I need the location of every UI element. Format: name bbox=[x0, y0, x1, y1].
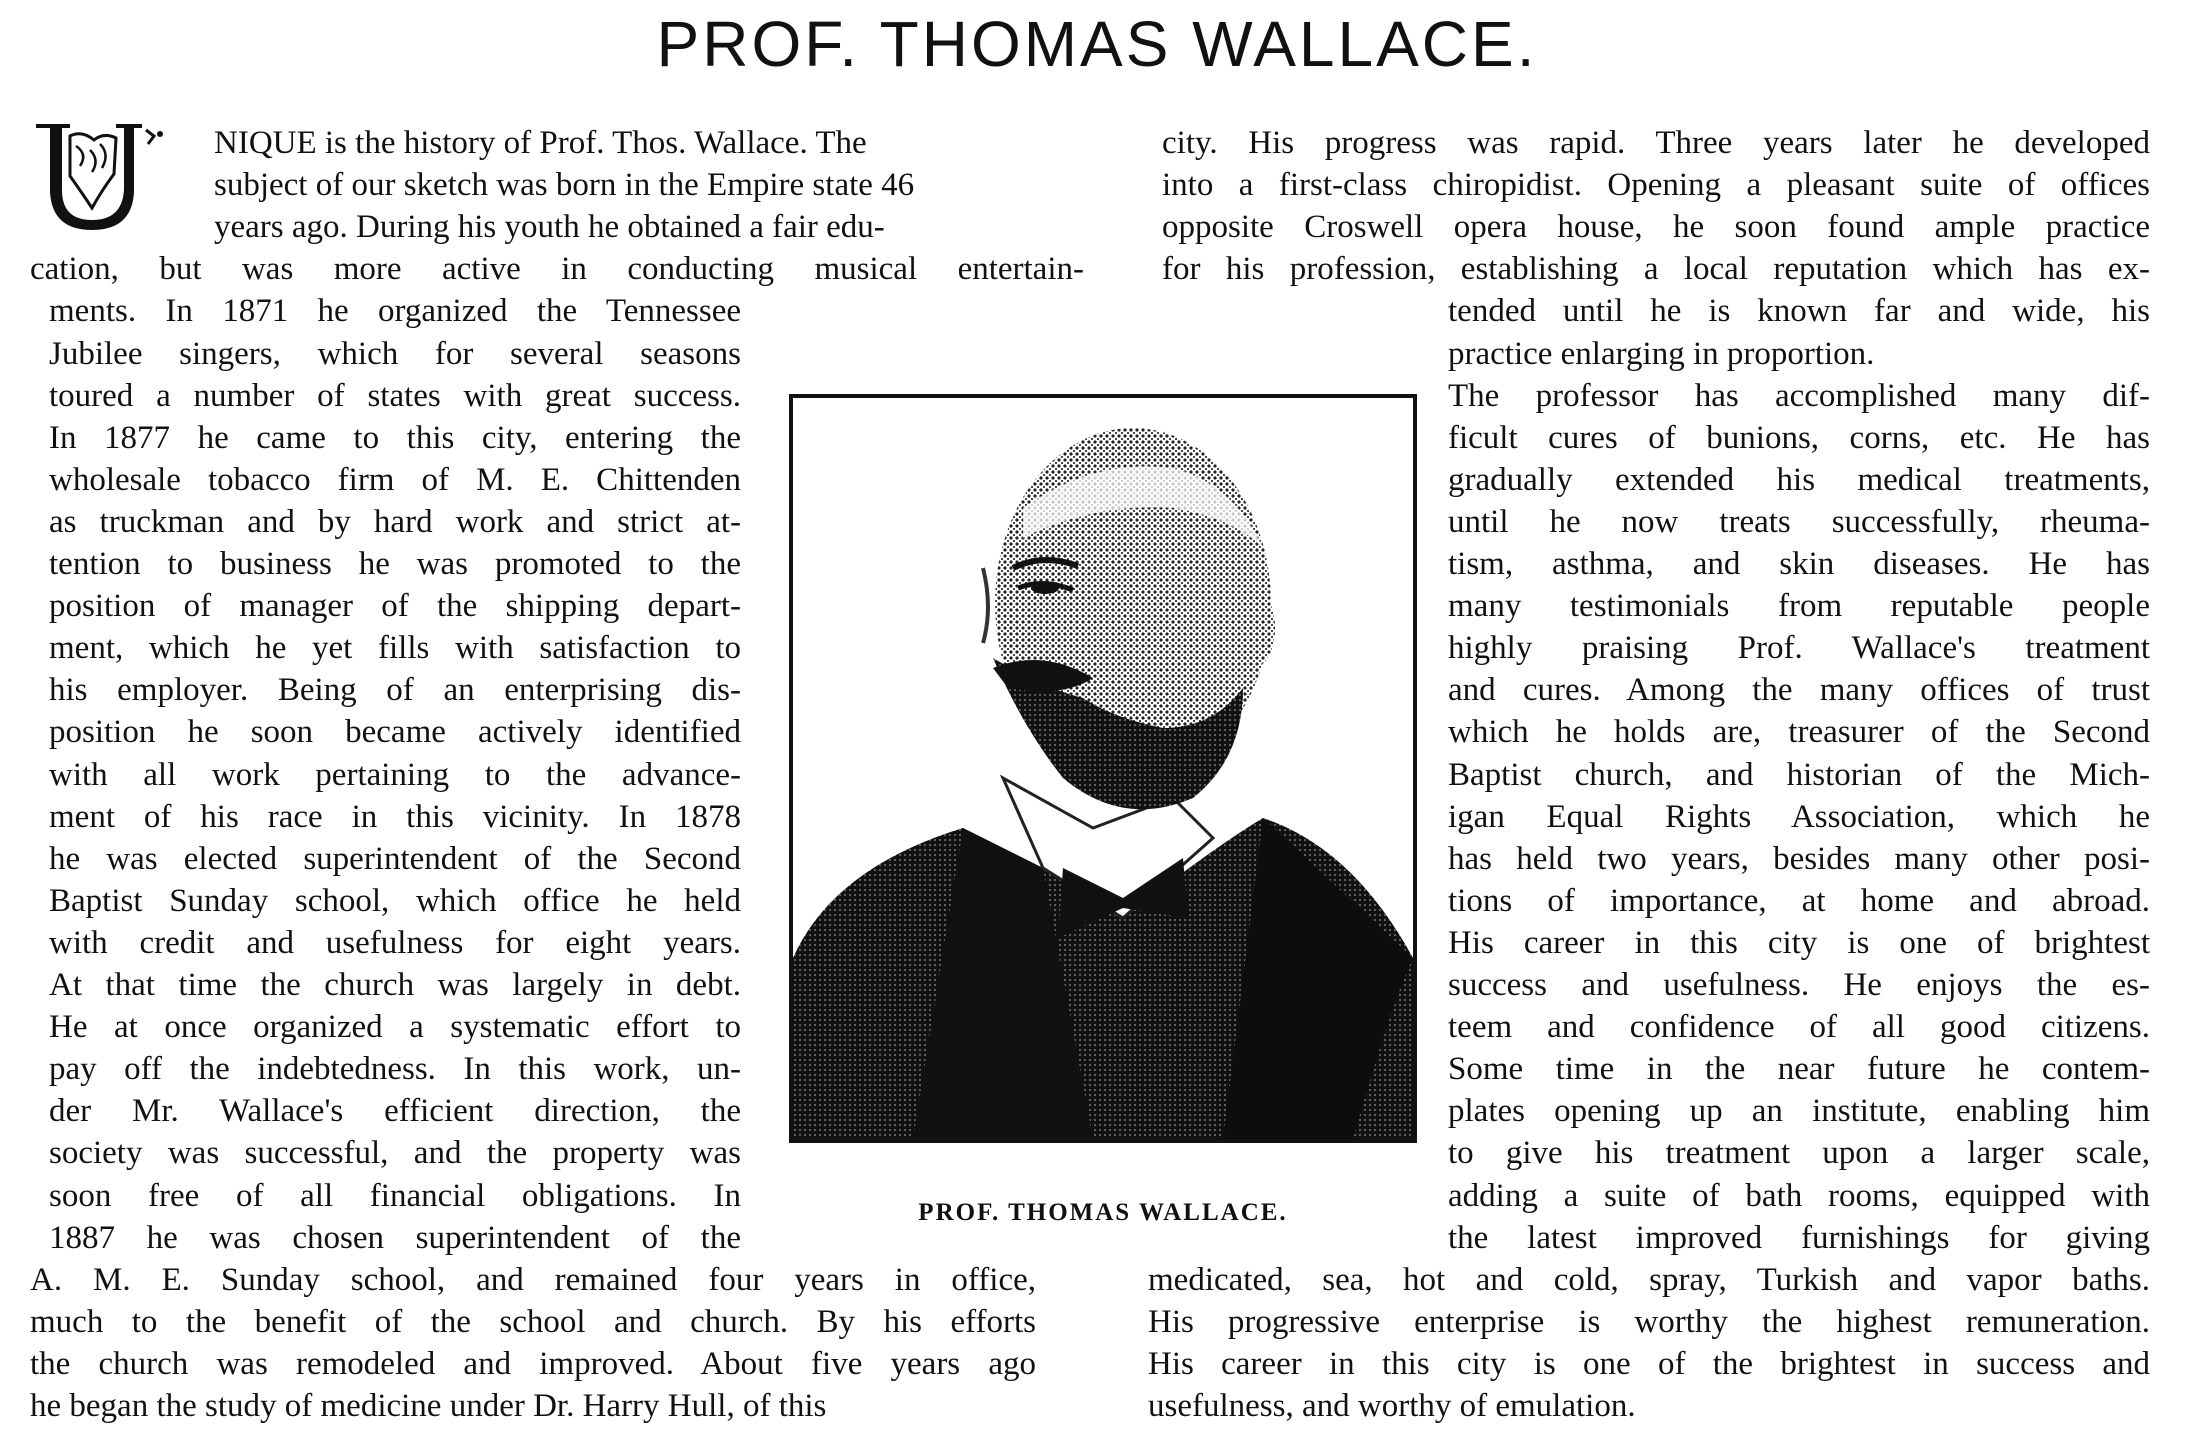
right-text-line: highly praising Prof. Wallace's treatment bbox=[1448, 630, 2150, 667]
right-text-line: teem and confidence of all good citizens. bbox=[1448, 1009, 2150, 1046]
right-text-line: and cures. Among the many offices of trust bbox=[1448, 672, 2150, 709]
left-text-line: with credit and usefulness for eight years. bbox=[49, 924, 741, 961]
right-text-line: tended until he is known far and wide, his bbox=[1448, 293, 2150, 330]
left-text-line: society was successful, and the property was bbox=[49, 1135, 741, 1172]
right-text-line: which he holds are, treasurer of the Second bbox=[1448, 714, 2150, 751]
right-text-line: until he now treats successfully, rheuma- bbox=[1448, 503, 2150, 540]
left-text-line: ments. In 1871 he organized the Tennessee bbox=[49, 293, 741, 330]
left-text-line: ment of his race in this vicinity. In 1878 bbox=[49, 798, 741, 835]
right-text-line: Baptist church, and historian of the Mich- bbox=[1448, 756, 2150, 793]
left-text-line: his employer. Being of an enterprising dis- bbox=[49, 672, 741, 709]
right-text-line: Some time in the near future he contem- bbox=[1448, 1051, 2150, 1088]
right-text-line: His progressive enterprise is worthy the highest remuneration. bbox=[1148, 1303, 2150, 1340]
left-text-line: Jubilee singers, which for several seasons bbox=[49, 335, 741, 372]
photo-caption: PROF. THOMAS WALLACE. bbox=[918, 1199, 1288, 1226]
left-text-line: as truckman and by hard work and strict at- bbox=[49, 503, 741, 540]
right-text-line: usefulness, and worthy of emulation. bbox=[1148, 1388, 1636, 1424]
left-text-line: wholesale tobacco firm of M. E. Chittenden bbox=[49, 461, 741, 498]
dropcap-ornament bbox=[30, 120, 170, 232]
left-text-line: cation, but was more active in conducting musical entertain- bbox=[30, 251, 1084, 288]
left-text-line: he began the study of medicine under Dr. Harry Hull, of this bbox=[30, 1388, 827, 1424]
right-text-line: success and usefulness. He enjoys the es- bbox=[1448, 967, 2150, 1003]
left-text-line: with all work pertaining to the advance- bbox=[49, 756, 741, 793]
left-text-line: he was elected superintendent of the Second bbox=[49, 840, 741, 877]
right-text-line: plates opening up an institute, enabling him bbox=[1448, 1093, 2150, 1130]
right-text-line: the latest improved furnishings for giving bbox=[1448, 1219, 2150, 1256]
left-text-line: der Mr. Wallace's efficient direction, the bbox=[49, 1093, 741, 1130]
left-text-line: pay off the indebtedness. In this work, un- bbox=[49, 1051, 741, 1088]
left-text-line: position of manager of the shipping depart- bbox=[49, 588, 741, 625]
left-text-line: 1887 he was chosen superintendent of the bbox=[49, 1219, 741, 1256]
right-text-line: His career in this city is one of brightest bbox=[1448, 924, 2150, 961]
left-text-line: years ago. During his youth he obtained a fair edu- bbox=[214, 209, 885, 246]
right-text-line: into a first-class chiropidist. Opening a pleasant suite of offices bbox=[1162, 167, 2150, 204]
left-text-line: position he soon became actively identified bbox=[49, 714, 741, 751]
right-text-line: for his profession, establishing a local reputation which has ex- bbox=[1162, 251, 2150, 288]
left-text-line: subject of our sketch was born in the Empire state 46 bbox=[214, 167, 915, 204]
right-text-line: medicated, sea, hot and cold, spray, Turkish and vapor baths. bbox=[1148, 1261, 2150, 1298]
left-text-line: Baptist Sunday school, which office he held bbox=[49, 882, 741, 919]
right-text-line: tions of importance, at home and abroad. bbox=[1448, 882, 2150, 919]
right-text-line: tism, asthma, and skin diseases. He has bbox=[1448, 546, 2150, 582]
right-text-line: to give his treatment upon a larger scale, bbox=[1448, 1135, 2150, 1172]
right-text-line: city. His progress was rapid. Three years later he developed bbox=[1162, 125, 2150, 161]
left-text-line: A. M. E. Sunday school, and remained four years in office, bbox=[30, 1261, 1036, 1298]
article-title: PROF. THOMAS WALLACE. bbox=[656, 8, 1538, 80]
left-text-line: much to the benefit of the school and church. By his efforts bbox=[30, 1303, 1036, 1340]
left-text-line: the church was remodeled and improved. About five years ago bbox=[30, 1345, 1036, 1382]
left-text-line: In 1877 he came to this city, entering the bbox=[49, 419, 741, 456]
right-text-line: many testimonials from reputable people bbox=[1448, 588, 2150, 625]
left-text-line: He at once organized a systematic effort to bbox=[49, 1009, 741, 1046]
portrait-photo bbox=[789, 394, 1417, 1143]
left-text-line: soon free of all financial obligations. In bbox=[49, 1177, 741, 1214]
left-text-line: ment, which he yet fills with satisfaction to bbox=[49, 630, 741, 667]
right-text-line: The professor has accomplished many dif- bbox=[1448, 377, 2150, 414]
right-text-line: igan Equal Rights Association, which he bbox=[1448, 798, 2150, 835]
left-text-line: At that time the church was largely in debt. bbox=[49, 967, 741, 1003]
portrait-illustration bbox=[793, 398, 1413, 1139]
right-text-line: opposite Croswell opera house, he soon found ample practice bbox=[1162, 209, 2150, 246]
left-text-line: tention to business he was promoted to the bbox=[49, 546, 741, 582]
left-text-line: toured a number of states with great success. bbox=[49, 377, 741, 414]
right-text-line: gradually extended his medical treatments, bbox=[1448, 461, 2150, 498]
right-text-line: ficult cures of bunions, corns, etc. He has bbox=[1448, 419, 2150, 456]
right-text-line: adding a suite of bath rooms, equipped with bbox=[1448, 1177, 2150, 1214]
right-text-line: practice enlarging in proportion. bbox=[1448, 335, 1875, 372]
left-text-line: NIQUE is the history of Prof. Thos. Wallace. The bbox=[214, 125, 867, 161]
right-text-line: has held two years, besides many other posi- bbox=[1448, 840, 2150, 877]
right-text-line: His career in this city is one of the brightest in success and bbox=[1148, 1345, 2150, 1382]
